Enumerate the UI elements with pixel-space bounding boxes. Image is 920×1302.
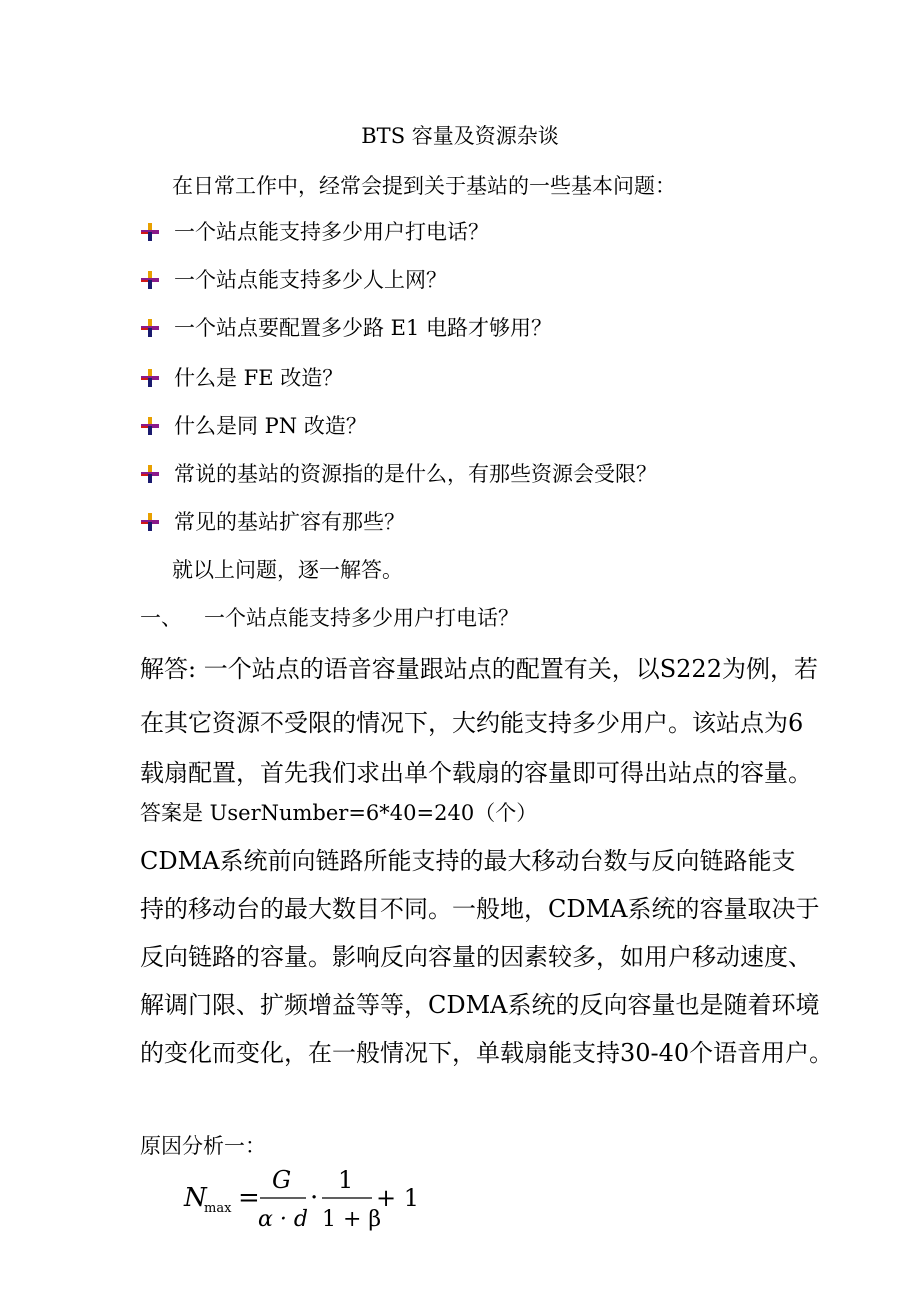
cross-bullet-icon <box>140 222 160 242</box>
paragraph-line: 解调门限、扩频增益等等，CDMA系统的反向容量也是随着环境 <box>140 991 820 1019</box>
section-heading-text: 一个站点能支持多少用户打电话？ <box>204 606 519 630</box>
document-title: BTS 容量及资源杂谈 <box>361 124 559 148</box>
paragraph-line: 在其它资源不受限的情况下，大约能支持多少用户。该站点为6 <box>140 709 804 737</box>
analysis-label: 原因分析一： <box>140 1134 266 1158</box>
formula-lhs: N <box>184 1183 207 1213</box>
list-item <box>140 508 405 536</box>
list-item-text: 常见的基站扩容有那些？ <box>174 510 405 534</box>
paragraph-line: CDMA系统前向链路所能支持的最大移动台数与反向链路能支 <box>140 847 796 875</box>
paragraph-line: 载扇配置，首先我们求出单个载扇的容量即可得出站点的容量。 <box>140 759 812 787</box>
list-item-text: 一个站点能支持多少用户打电话？ <box>174 220 489 244</box>
list-item-text: 一个站点要配置多少路 E1 电路才够用？ <box>174 316 553 340</box>
formula-denominator-2: 1 + β <box>322 1207 382 1232</box>
paragraph-line: 的变化而变化，在一般情况下，单载扇能支持30-40个语音用户。 <box>140 1039 834 1067</box>
list-item <box>140 314 552 342</box>
cross-bullet-icon <box>140 368 160 388</box>
cross-bullet-icon <box>140 270 160 290</box>
answer-result-line: 答案是 UserNumber=6*40=240（个） <box>140 801 538 825</box>
formula-plus-one: + 1 <box>376 1184 420 1212</box>
list-item <box>140 266 447 294</box>
list-item <box>140 460 657 488</box>
list-item <box>140 218 489 246</box>
formula-denominator-1: α · d <box>258 1207 308 1232</box>
formula-equals: = <box>238 1183 260 1213</box>
paragraph-line: 解答: 一个站点的语音容量跟站点的配置有关，以S222为例，若 <box>140 655 818 683</box>
cross-bullet-icon <box>140 318 160 338</box>
list-item-text: 什么是 FE 改造？ <box>174 366 344 390</box>
cross-bullet-icon <box>140 464 160 484</box>
list-item-text: 什么是同 PN 改造？ <box>174 414 367 438</box>
formula-lhs-subscript: max <box>204 1201 232 1216</box>
section-number: 一、 <box>140 606 182 630</box>
answer-intro: 就以上问题，逐一解答。 <box>172 558 403 582</box>
paragraph-line: 持的移动台的最大数目不同。一般地，CDMA系统的容量取决于 <box>140 895 820 923</box>
formula-numerator-2: 1 <box>338 1166 354 1194</box>
list-item-text: 一个站点能支持多少人上网？ <box>174 268 447 292</box>
cross-bullet-icon <box>140 416 160 436</box>
list-item <box>140 364 343 392</box>
formula-numerator-1: G <box>272 1166 292 1194</box>
intro-text: 在日常工作中，经常会提到关于基站的一些基本问题： <box>172 174 676 198</box>
formula-dot: · <box>310 1183 319 1213</box>
list-item <box>140 412 367 440</box>
section-heading <box>140 604 519 632</box>
cross-bullet-icon <box>140 512 160 532</box>
list-item-text: 常说的基站的资源指的是什么，有那些资源会受限？ <box>174 462 657 486</box>
paragraph-line: 反向链路的容量。影响反向容量的因素较多，如用户移动速度、 <box>140 943 812 971</box>
capacity-formula <box>180 1160 440 1240</box>
